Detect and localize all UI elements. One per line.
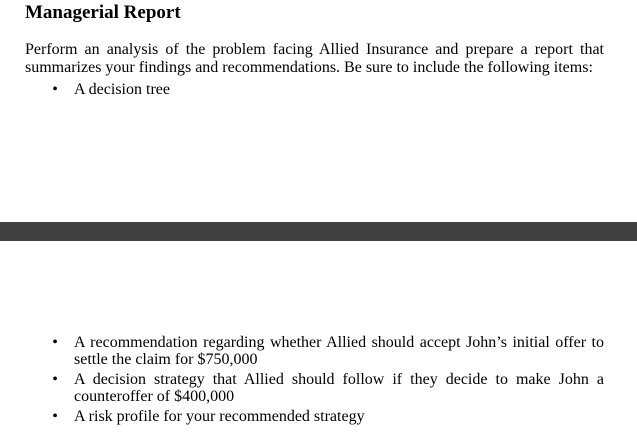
list-item-text: A risk profile for your recommended strategy (74, 408, 365, 425)
list-item (0, 81, 637, 98)
list-item (0, 371, 637, 405)
list-item-text: A recommendation regarding whether Allied should accept John’s initial offer to settle the claim for $750,000 (74, 334, 604, 368)
page-break-divider (0, 222, 637, 241)
bullet-icon: • (52, 334, 58, 351)
list-item (0, 408, 637, 425)
list-item-text: A decision strategy that Allied should follow if they decide to make John a counteroffer of $400,000 (74, 371, 604, 405)
list-item (0, 334, 637, 368)
intro-paragraph: Perform an analysis of the problem facing Allied Insurance and prepare a report that summarizes your findings and recommendations. Be sure to include the following items: (25, 41, 604, 76)
deliverables-list-page2 (0, 334, 637, 428)
bullet-icon: • (52, 371, 58, 388)
report-heading: Managerial Report (25, 2, 181, 23)
deliverables-list-page1 (0, 81, 637, 98)
bullet-icon: • (52, 81, 58, 98)
bullet-icon: • (52, 408, 58, 425)
list-item-text: A decision tree (74, 81, 170, 98)
